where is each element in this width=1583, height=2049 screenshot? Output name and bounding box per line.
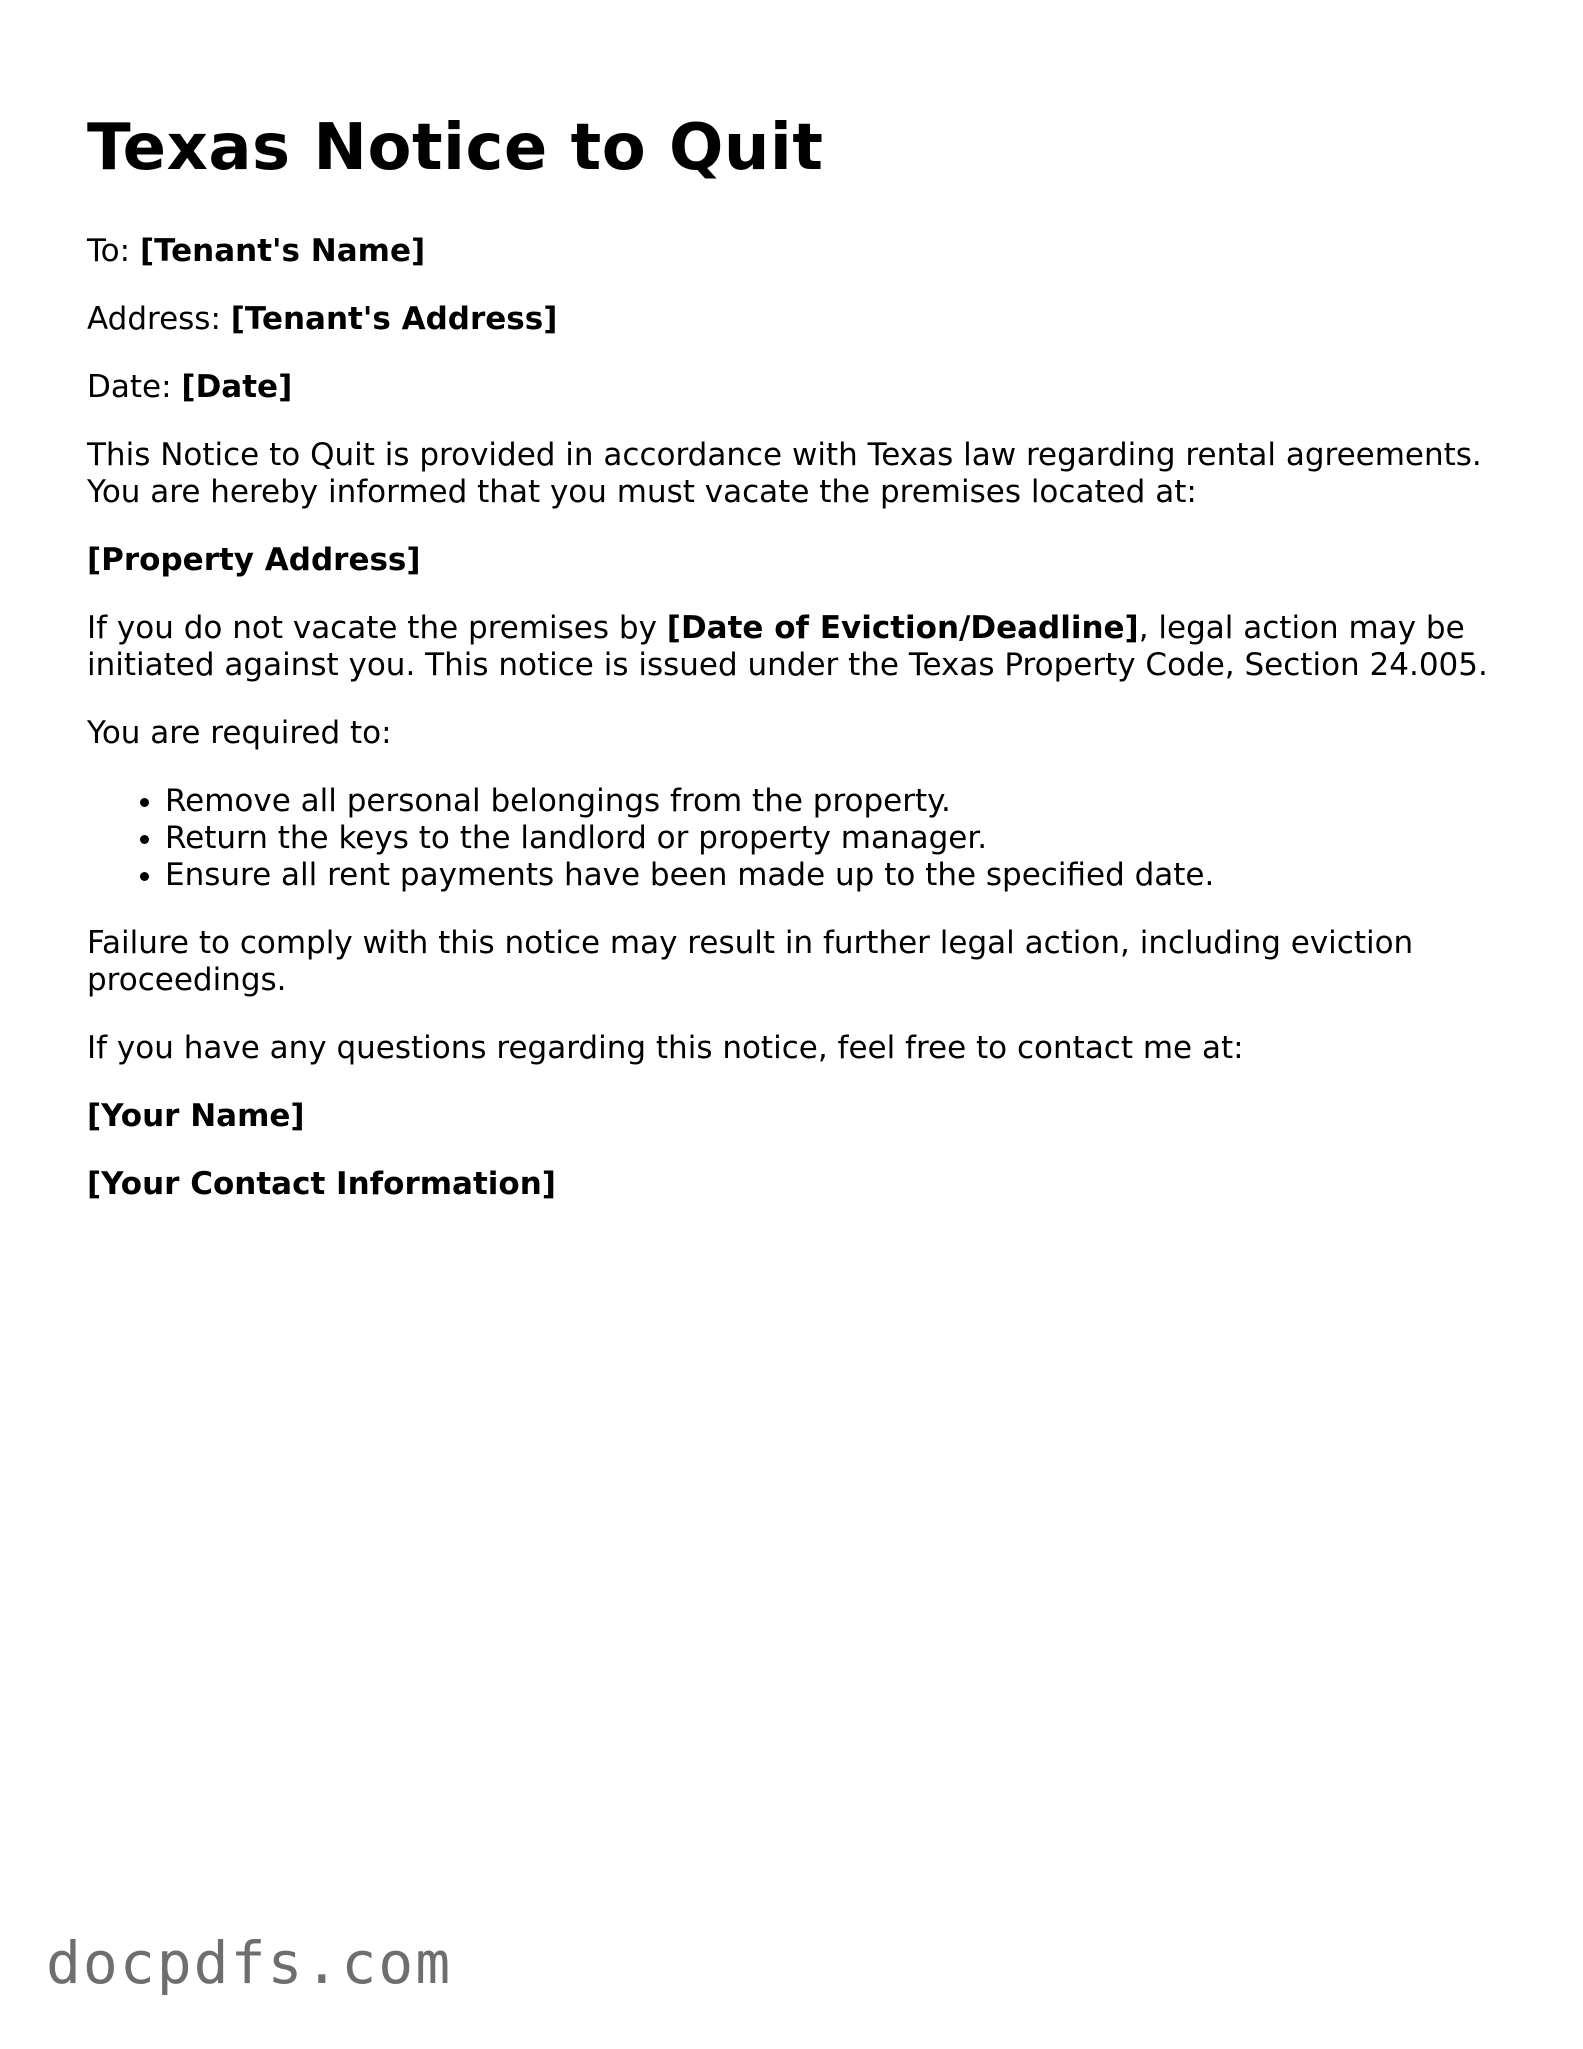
list-item: • Remove all personal belongings from the property. bbox=[165, 783, 1517, 820]
to-line bbox=[87, 233, 1517, 270]
your-contact: [Your Contact Information] bbox=[87, 1166, 556, 1202]
deadline-text-after: , legal action may be initiated against you. This notice is issued under the Texas Property Code, Section 24.005. bbox=[87, 610, 1488, 683]
watermark: docpdfs.com bbox=[46, 1929, 453, 1997]
document-page bbox=[87, 108, 1517, 1234]
tenant-address: [Tenant's Address] bbox=[230, 301, 558, 337]
list-item: • Return the keys to the landlord or property manager. bbox=[165, 820, 1517, 857]
requirements-list bbox=[87, 783, 1517, 894]
date-line bbox=[87, 369, 1517, 406]
required-intro: You are required to: bbox=[87, 715, 392, 751]
date-label: Date: bbox=[87, 369, 172, 405]
property-address-line bbox=[87, 542, 1517, 579]
your-name-line bbox=[87, 1098, 1517, 1135]
tenant-name: [Tenant's Name] bbox=[139, 233, 426, 269]
property-address: [Property Address] bbox=[87, 542, 421, 578]
to-label: To: bbox=[87, 233, 131, 269]
deadline-text-before: If you do not vacate the premises by bbox=[87, 610, 657, 646]
intro-paragraph: This Notice to Quit is provided in accordance with Texas law regarding rental agreements. You are hereby informed that you must vacate the premises located at: bbox=[87, 437, 1482, 510]
deadline-value: [Date of Eviction/Deadline] bbox=[666, 610, 1139, 646]
address-line bbox=[87, 301, 1517, 338]
failure-paragraph: Failure to comply with this notice may result in further legal action, including eviction proceedings. bbox=[87, 925, 1414, 998]
questions-paragraph: If you have any questions regarding this notice, feel free to contact me at: bbox=[87, 1030, 1244, 1066]
your-contact-line bbox=[87, 1166, 1517, 1203]
deadline-paragraph bbox=[87, 610, 1517, 684]
address-label: Address: bbox=[87, 301, 221, 337]
document-title: Texas Notice to Quit bbox=[87, 111, 824, 185]
list-item: • Ensure all rent payments have been made up to the specified date. bbox=[165, 857, 1517, 894]
your-name: [Your Name] bbox=[87, 1098, 305, 1134]
date-value: [Date] bbox=[181, 369, 293, 405]
